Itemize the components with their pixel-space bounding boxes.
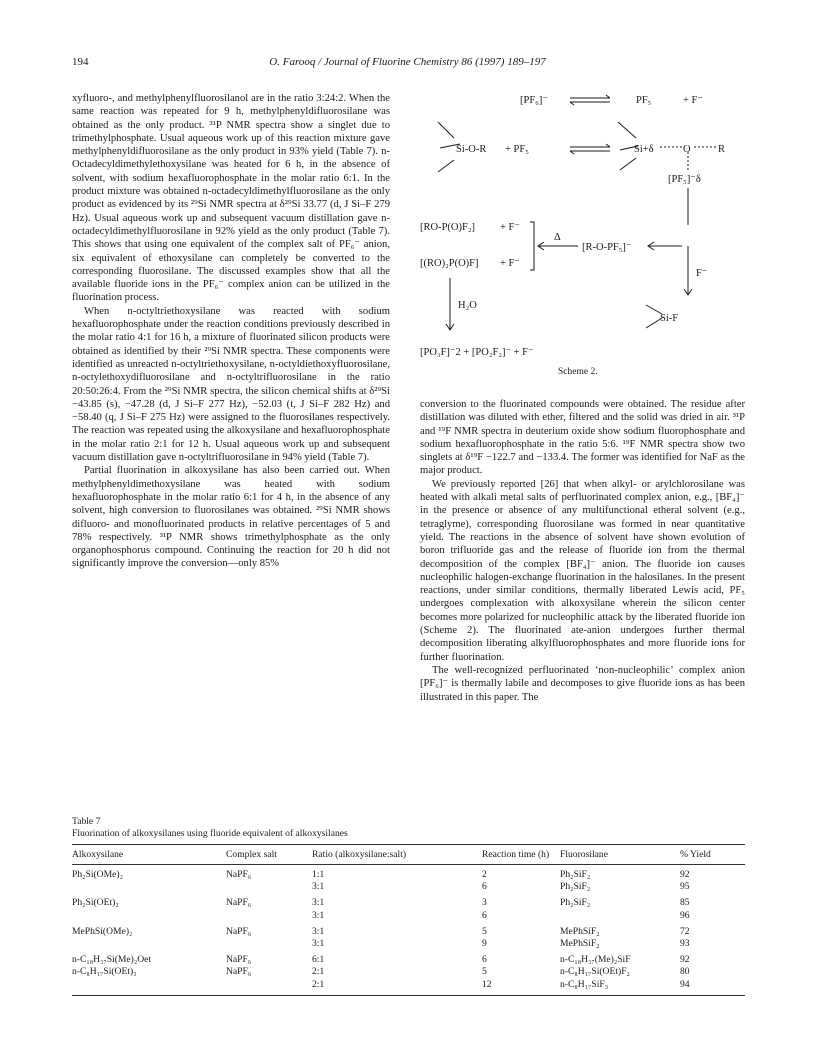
table-cell: MePhSiF₂ [560,925,600,937]
table-row [72,966,745,978]
table-cell: 93 [680,938,690,950]
table-cell: 12 [482,978,492,990]
o-label: O [683,144,691,155]
table-cell: 85 [680,897,690,909]
table-cell: Ph₂Si(OMe)₂ [72,869,123,880]
f-minus-label: + F⁻ [683,95,703,106]
table-cell: 2 [482,869,487,880]
data-table [72,844,745,996]
r-label: R [718,144,726,155]
table-title: Fluorination of alkoxysilanes using fluoride equivalent of alkoxysilanes [72,828,348,839]
table-cell: n-C₈H₁₇Si(OEt)F₂ [560,966,630,978]
table-cell: 3:1 [312,881,325,893]
table-row [72,950,745,966]
table-cell: 96 [680,909,690,921]
right-column [420,398,745,704]
column-header: Ratio (alkoxysilane:salt) [312,845,482,865]
table-row [72,979,745,996]
table-cell: 94 [680,978,690,990]
table-cell: n-C₁₈H₃₇(Me)₂SiF [560,954,631,966]
table-cell: Ph₂SiF₂ [560,881,591,893]
paragraph: We previously reported [26] that when alkyl- or arylchlorosilane was heated with alkali metal salts of perfluorinated complex anion, e.g., [BF₄]⁻ in the presence or absence of any multifunctional etheral solvent (e.g., tetraglyme), corresponding fluorosilane was formed in near quantitative yield. The reactions in the absence of solvent have shown evolution of boron trifluoride gas and the release of fluoride ion from the thermal decomposition of the complex [BF₄]⁻ anion. The fluoride ion causes nucleophilic halogen-exchange fluorination in the halosilanes. In the present reactions, under similar conditions, thermally liberated Lewis acid, PF₅ undergoes complexation with alkoxysilane wherein the silicon center becomes more polarized for nucleophilic attack by the liberated fluoride ion (Scheme 2). The fluorinated ate-anion undergoes further thermal decomposition liberating alkylfluorophosphates and more fluoride ions for further fluorination. [420,478,745,663]
table-cell: MePhSiF₂ [560,938,600,950]
table-cell: 6:1 [312,954,325,966]
table-cell: 6 [482,954,487,966]
table-cell: 3 [482,897,487,909]
scheme-2 [420,80,745,390]
table-header-row [72,845,745,865]
table-cell: 6 [482,881,487,893]
table-cell: MePhSi(OMe)₂ [72,925,133,937]
table-cell [72,938,226,950]
table-7 [72,816,745,996]
table-row [72,938,745,950]
table-cell: NaPF₆ [226,925,252,937]
table-cell: 3:1 [312,909,325,921]
table-cell: 3:1 [312,938,325,950]
table-row [72,893,745,909]
scheme-diagram [420,80,745,390]
table-cell: 72 [680,925,690,937]
table-cell [226,881,312,893]
paragraph: Partial fluorination in alkoxysilane has also been carried out. When methylphenyldimethoxysilane was heated with sodium hexafluorophosphate in the molar ratio 6:1 for 4 h, in the absence of any solvent, high conversion to fluorosilanes was obtained. ²⁹Si NMR shows difluoro- and monofluorinated products in relative percentages of 5 and 78% respectively. ³¹P NMR shows trimethylphosphate as the only organophosphorus compound. Continuing the reaction for 20 h did not significantly improve the conversion—only 85% [72,465,390,570]
plus-f-label: + F⁻ [500,258,520,269]
delta-label: Δ [554,232,561,243]
si-or-label: Si-O-R [456,144,487,155]
column-header: Reaction time (h) [482,845,560,865]
table-cell: 3:1 [312,897,325,909]
table-cell: Ph₂Si(OEt)₂ [72,897,119,909]
table-cell [72,979,226,996]
table-cell: 92 [680,954,690,966]
table-cell [226,979,312,996]
paragraph: When n-octyltriethoxysilane was reacted with sodium hexafluorophosphate under the reaction conditions previously described in the molar ratio 4:1 for 16 h, a mixture of fluorinated silicon products were obtained as identified by their ²⁹Si NMR spectra. These components were identified as unreacted n-octyltriethoxysilane, n-octyldiethoxyfluorosilane, n-octylethoxydifluorosilane and n-octyltrifluorosilane in the ratio 20:50:26:4. From the ²⁹Si NMR spectra, the silicon chemical shifts at δ²⁹Si −43.85 (s), −47.28 (d, J Si–F 277 Hz), −52.03 (t, J Si–F 282 Hz) and −58.40 (q, J Si–F 275 Hz) were assigned to the fluorosilanes respectively. The reaction was repeated using the alkoxysilane and hexafluorophosphate in the molar ratio 2:1 for 12 h. Usual aqueous work up and subsequent vacuum distillation gave n-octyltrifluorosilane in 94% yield (Table 7). [72,305,390,464]
f-arrow-label: F⁻ [696,268,708,279]
table-row [72,910,745,922]
si-f-label: Si-F [660,313,679,324]
table-cell: 6 [482,909,487,921]
table-row [72,881,745,893]
column-header: Complex salt [226,845,312,865]
r-o-pf5-label: [R-O-PF₅]⁻ [582,242,632,253]
table-cell [560,910,680,922]
table-row [72,922,745,938]
table-cell: Ph₂SiF₂ [560,869,591,880]
table-cell: NaPF₆ [226,966,252,978]
scheme-caption: Scheme 2. [558,367,598,377]
pf6-label: [PF₆]⁻ [520,95,548,106]
table-cell: 5 [482,966,487,978]
table-cell: 2:1 [312,978,325,990]
table-cell [72,881,226,893]
paragraph: conversion to the fluorinated compounds were obtained. The residue after distillation was diluted with ether, filtered and the solid was dried in air. ³¹P and ¹⁹F NMR spectra in deuterium oxide show sodium fluorophosphate and sodium hexafluorophosphate in the ratio 5:6. ¹⁹F NMR spectra show two singlets at δ¹⁹F −122.7 and −133.4. The former was identified for NaF as the major product. [420,399,745,477]
column-header: % Yield [680,845,745,865]
table-cell: 9 [482,938,487,950]
paragraph: The well-recognized perfluorinated ‘non-nucleophilic’ complex anion [PF₆]⁻ is thermally labile and decomposes to give fluoride ions as has been illustrated in this paper. The [420,664,745,703]
table-cell: n-C₈H₁₇Si(OEt)₃ [72,966,137,978]
page-header [72,56,743,72]
table-cell: 2:1 [312,966,325,978]
plus-f-label: + F⁻ [500,222,520,233]
table-cell: 1:1 [312,869,325,880]
h2o-label: H₂O [458,300,477,311]
running-title: O. Farooq / Journal of Fluorine Chemistry 86 (1997) 189–197 [269,56,546,68]
table-cell: 3:1 [312,925,325,937]
table-cell: 5 [482,925,487,937]
paragraph: xyfluoro-, and methylphenylfluorosilanol are in the ratio 3:24:2. When the same reaction was repeated for 9 h, methylphenyldifluorosilane was obtained as the only product. ³¹P NMR spectra show a singlet due to trimethylphosphate. Usual aqueous work up of this reaction mixture gave methylphenyldifluorosilane as the only product in 93% yield (Table 7). n-Octadecyldimethylethoxysilane was heated for 6 h, in the absence of solvent, with sodium hexafluorophosphate in the molar ratio 6:1. In the product mixture was obtained n-octadecyldimethylfluorosilane as the only product as evidenced by its ²⁹Si NMR spectra at δ²⁹Si 33.77 (d, J Si–F 279 Hz). Usual aqueous work up and subsequent vacuum distillation gave n-octadecyldimethylfluorosilane in 92% yield as the only product (Table 7). This shows that using one equivalent of the complex salt of PF₆⁻ anion, six equivalent of ethoxysilane can completely be converted to the corresponding fluorosilane. The discussed examples show that all the available fluoride ions in the PF₆⁻ complex anion can be utilized in the fluorination process. [72,93,390,304]
table-row [72,865,745,882]
column-header: Alkoxysilane [72,845,226,865]
pf5-delta-label: [PF₅]⁻δ [668,174,701,185]
table-cell: 92 [680,869,690,880]
table-cell: Ph₂SiF₂ [560,897,591,909]
ro2-p-o-f-label: [(RO)₂P(O)F] [420,258,479,269]
table-cell: 80 [680,966,690,978]
table-cell: NaPF₆ [226,954,252,966]
table-cell [226,910,312,922]
table-cell [72,910,226,922]
pf5-label: PF₅ [636,95,652,106]
table-cell: NaPF₆ [226,897,252,909]
si-delta-label: Si+δ [634,144,654,155]
table-label: Table 7 [72,816,101,827]
page-number: 194 [72,56,89,68]
products-label: [PO₃F]⁻2 + [PO₂F₂]⁻ + F⁻ [420,347,534,358]
left-column [72,92,390,571]
table-cell [226,938,312,950]
table-cell: 95 [680,881,690,893]
table-cell: NaPF₆ [226,869,252,880]
table-cell: n-C₁₈H₃₇Si(Me)₂Oet [72,954,152,966]
table-cell: n-C₈H₁₇SiF₃ [560,978,609,990]
column-header: Fluorosilane [560,845,680,865]
ro-p-o-f2-label: [RO-P(O)F₂] [420,222,475,233]
plus-pf5-label: + PF₅ [505,144,529,155]
